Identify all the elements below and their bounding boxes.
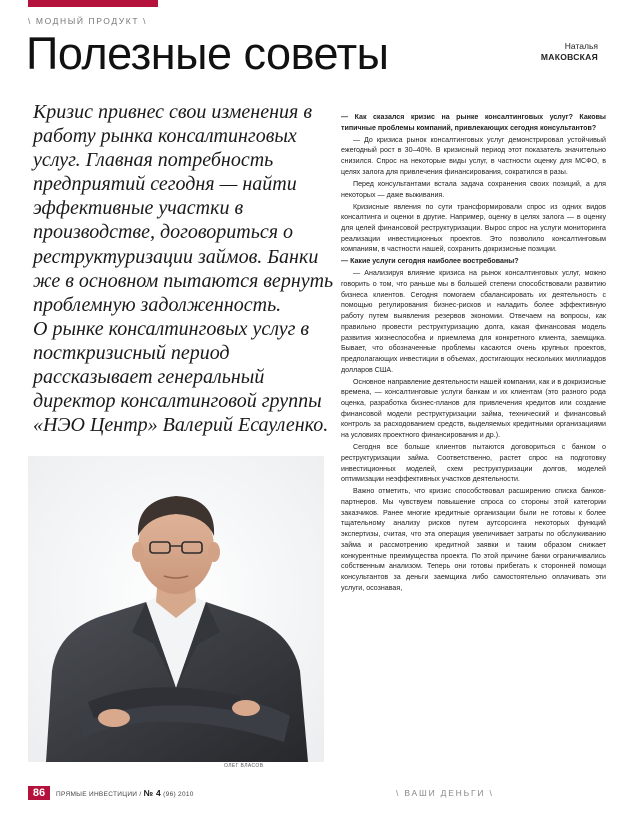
lead-text-1: Кризис привнес свои изменения в работу рынка консалтинговых услуг. Главная потребность предприятий сегодня — найти эффективные участки в производстве, договориться о реструктуризации займов. Банки же в основном пытаются вернуть проблемную задолженность. — [33, 101, 334, 316]
page-title: Полезные советы — [26, 28, 389, 79]
issue-year: (96) 2010 — [161, 791, 194, 798]
author-byline — [541, 41, 598, 63]
portrait-photo — [28, 456, 324, 762]
page-number: 86 — [28, 786, 50, 800]
magazine-info — [56, 788, 194, 800]
answer-paragraph: — Анализируя влияние кризиса на рынок консалтинговых услуг, можно говорить о том, что раньше мы в большей степени способствовали развитию бизнеса клиентов. Сегодня помогаем сбалансировать их деятельность с помощью регулирования бизнес-рисков и наладить более эффективную работу путем выявления резервов экономии. Отвечаем на вопросы, как правильно провести реструктуризацию долга, какая финансовая модель развития жизнеспособна и приемлема для конкретного клиента, заемщика. Бывает, что обозначенные проблемы касаются очень крупных проектов, предполагающих инвестиции в объемах, достигающих нескольких миллиардов долларов США. — [341, 269, 606, 374]
lead-text-2: О рынке консалтинговых услуг в посткризисный период рассказывает генеральный директор консалтинговой группы «НЭО Центр» Валерий Есауленко. — [33, 317, 329, 437]
photo-credit: ОЛЕГ ВЛАСОВ — [224, 763, 264, 769]
answer-paragraph: Кризисные явления по сути трансформировали спрос из одних видов консалтинга и оценки в другие. Например, оценку в целях залога — в оценку для целей финансовой реструктуризации. Вырос спрос на услуги мониторинга реализации инвестиционных проектов. Это позволило консалтинговым компаниям, в частности нашей, сохранить докризисные позиции. — [341, 202, 606, 254]
portrait-illustration — [28, 456, 324, 762]
issue-number: № 4 — [143, 788, 162, 798]
top-accent-block — [28, 0, 158, 7]
top-decor-bar — [0, 0, 630, 7]
question-2: — Какие услуги сегодня наиболее востребованы? — [341, 257, 519, 266]
question-1: — Как сказался кризис на рынке консалтинговых услуг? Каковы типичные проблемы компаний, привлекающих сегодня консультантов? — [341, 113, 606, 132]
article-body — [341, 112, 606, 595]
section-tag: \ МОДНЫЙ ПРОДУКТ \ — [28, 16, 148, 26]
magazine-name: ПРЯМЫЕ ИНВЕСТИЦИИ / — [56, 791, 144, 798]
author-last-name: МАКОВСКАЯ — [540, 52, 598, 62]
answer-paragraph: Сегодня все больше клиентов пытаются договориться с банком о реструктуризации займа. Соответственно, растет спрос на подготовку инвестиционных моделей, схем реструктуризации долгов, моделей оптимизации неэффективных участков деятельности. — [341, 443, 606, 484]
answer-paragraph: Основное направление деятельности нашей компании, как и в докризисные времена, — консалтинговые услуги банкам и их клиентам (это разного рода оценка, разработка бизнес-планов для привлечения кредитов или создание финансовой модели реструктуризации займа, технический и финансовый контроль за расходованием средств, выделяемых кредитными организациями на условиях проектного финансирования и др.). — [341, 377, 606, 440]
page-footer — [0, 786, 630, 806]
footer-section-tag: \ ВАШИ ДЕНЬГИ \ — [396, 788, 494, 798]
answer-paragraph: Перед консультантами встала задача сохранения своих позиций, а для некоторых — даже выживания. — [341, 179, 606, 199]
author-first-name: Наталья — [564, 41, 598, 51]
answer-paragraph: Важно отметить, что кризис способствовал расширению списка банков-партнеров. Мы чувствуем повышение спроса со стороны этой категории заказчиков. Ранее многие кредитные организации были не готовы к более тщательному анализу рисков путем аутсорсинга некоторых функций экспертизы, считая, что эта операция увеличивает затраты по обслуживанию займа и рассмотрению кредитной заявки и таким образом снижает конкурентные преимущества проекта. По этой причине банки ограничивались собственным анализом. Теперь они готовы прибегать к сторонней помощи консультантов за деньги заемщика либо самостоятельно оплачивать эти услуги, осознавая, — [341, 487, 606, 592]
answer-paragraph: — До кризиса рынок консалтинговых услуг демонстрировал устойчивый ежегодный рост в 30–40%. В кризисный период этот показатель значительно снизился. Спрос на некоторые виды услуг, в частности оценку для МСФО, в целях залога для привлечения финансирования, сократился в разы. — [341, 135, 606, 176]
lead-paragraph — [33, 100, 338, 437]
